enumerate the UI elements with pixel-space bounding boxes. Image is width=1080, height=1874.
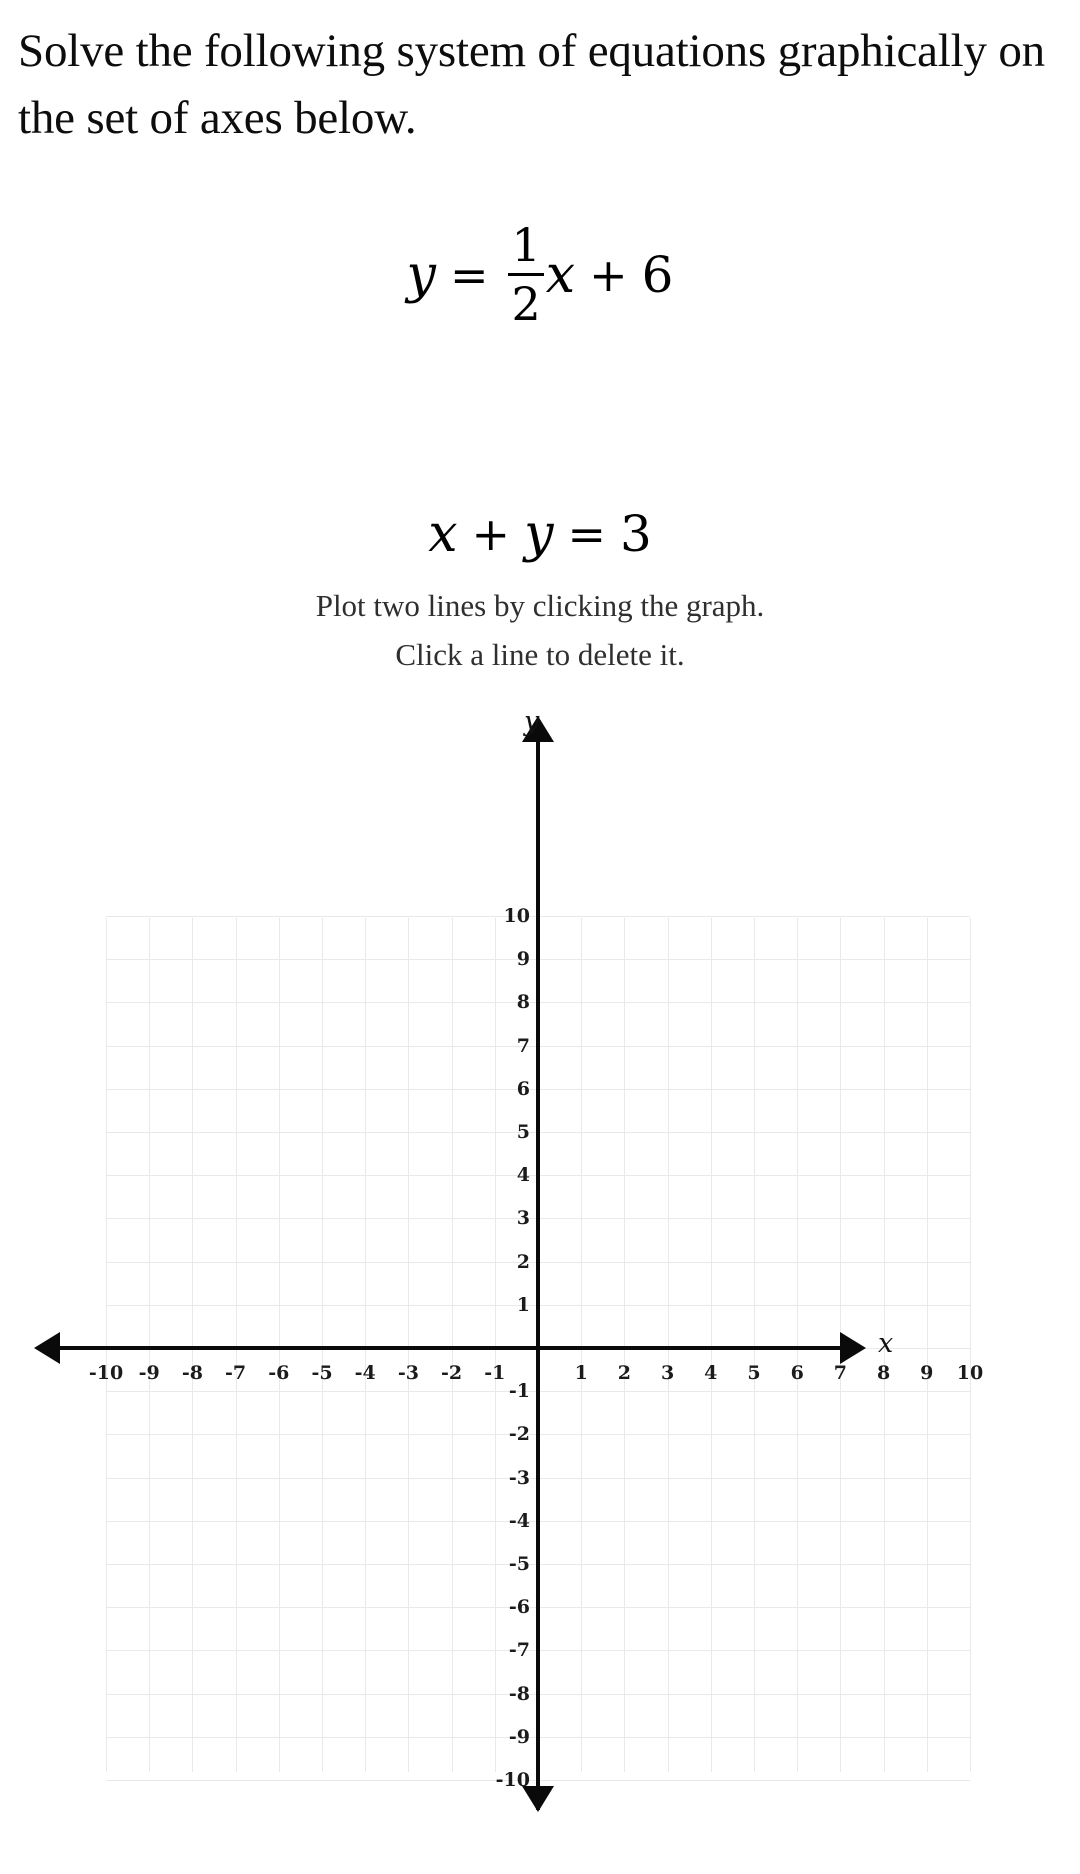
y-axis-line	[536, 738, 540, 1810]
equation-two-equals: =	[567, 507, 606, 561]
equation-one-constant: 6	[641, 245, 674, 304]
equation-one-lhs: y	[406, 244, 436, 305]
equation-one-math	[406, 218, 674, 331]
x-axis-line	[56, 1346, 846, 1350]
y-tick-label: -1	[508, 1380, 530, 1403]
y-tick-label: 4	[516, 1164, 530, 1187]
x-tick-label: 4	[704, 1362, 718, 1384]
equation-one	[0, 218, 1080, 331]
equation-two-constant: 3	[620, 505, 652, 563]
y-tick-label: -4	[508, 1509, 530, 1532]
y-tick-label: 1	[516, 1293, 530, 1316]
x-tick-label: -5	[311, 1362, 333, 1384]
x-tick-label: -1	[484, 1362, 506, 1384]
x-axis-left-arrow-icon	[34, 1332, 60, 1364]
x-tick-label: 6	[790, 1362, 804, 1384]
x-tick-label: 5	[747, 1362, 761, 1384]
x-tick-label: -9	[138, 1362, 160, 1384]
y-tick-label: -2	[508, 1423, 530, 1446]
x-tick-label: 9	[920, 1362, 934, 1384]
y-tick-label: -9	[508, 1725, 530, 1748]
y-tick-label: -3	[508, 1466, 530, 1489]
y-tick-label: -7	[508, 1639, 530, 1662]
equation-two-plus: +	[471, 507, 511, 561]
x-tick-label: 3	[660, 1362, 675, 1384]
y-tick-label: 10	[503, 905, 530, 927]
x-tick-label: -10	[88, 1362, 124, 1384]
x-axis-label: x	[878, 1328, 894, 1359]
instructions	[0, 582, 1080, 680]
x-tick-label: 2	[617, 1362, 632, 1384]
x-tick-label: -7	[225, 1362, 247, 1384]
equation-two	[0, 504, 1080, 564]
y-tick-label: -6	[508, 1596, 530, 1619]
y-tick-label: -10	[495, 1769, 530, 1791]
x-tick-label: -3	[397, 1362, 419, 1384]
equation-one-fraction	[508, 218, 543, 331]
fraction-numerator: 1	[511, 218, 541, 272]
y-tick-label: 8	[516, 991, 530, 1014]
x-axis-right-arrow-icon	[840, 1332, 866, 1364]
y-tick-label: 3	[516, 1207, 530, 1230]
y-tick-label: 7	[516, 1034, 530, 1057]
instruction-line-1: Plot two lines by clicking the graph.	[315, 588, 765, 623]
coordinate-plane[interactable]	[0, 700, 1080, 1874]
x-tick-label: -8	[181, 1362, 203, 1384]
equation-two-term-two: y	[524, 504, 554, 564]
instruction-line-2: Click a line to delete it.	[395, 636, 685, 672]
y-tick-label: 2	[516, 1250, 530, 1273]
x-tick-label: 10	[956, 1362, 984, 1384]
y-tick-label: 6	[516, 1077, 530, 1100]
equation-one-plus: +	[589, 247, 628, 302]
x-tick-label: 8	[876, 1362, 891, 1384]
equation-two-math	[428, 504, 652, 564]
y-axis-label: y	[524, 706, 540, 737]
y-tick-label: -8	[508, 1682, 530, 1705]
equation-one-equals: =	[449, 247, 489, 302]
page-title: Solve the following system of equations graphically on the set of axes below.	[18, 25, 1045, 144]
gridline-vertical	[970, 918, 971, 1772]
equation-two-term-one: x	[428, 504, 458, 564]
x-tick-label: 1	[574, 1362, 588, 1384]
x-tick-label: -2	[441, 1362, 463, 1384]
x-tick-label: 7	[833, 1362, 848, 1384]
equation-one-variable: x	[545, 244, 576, 305]
y-tick-label: -5	[508, 1553, 530, 1575]
x-tick-label: -6	[268, 1362, 290, 1384]
fraction-denominator: 2	[511, 277, 541, 331]
y-tick-label: 9	[516, 948, 530, 971]
fraction-bar	[508, 273, 543, 276]
x-tick-label: -4	[354, 1362, 376, 1384]
y-tick-label: 5	[516, 1121, 530, 1143]
